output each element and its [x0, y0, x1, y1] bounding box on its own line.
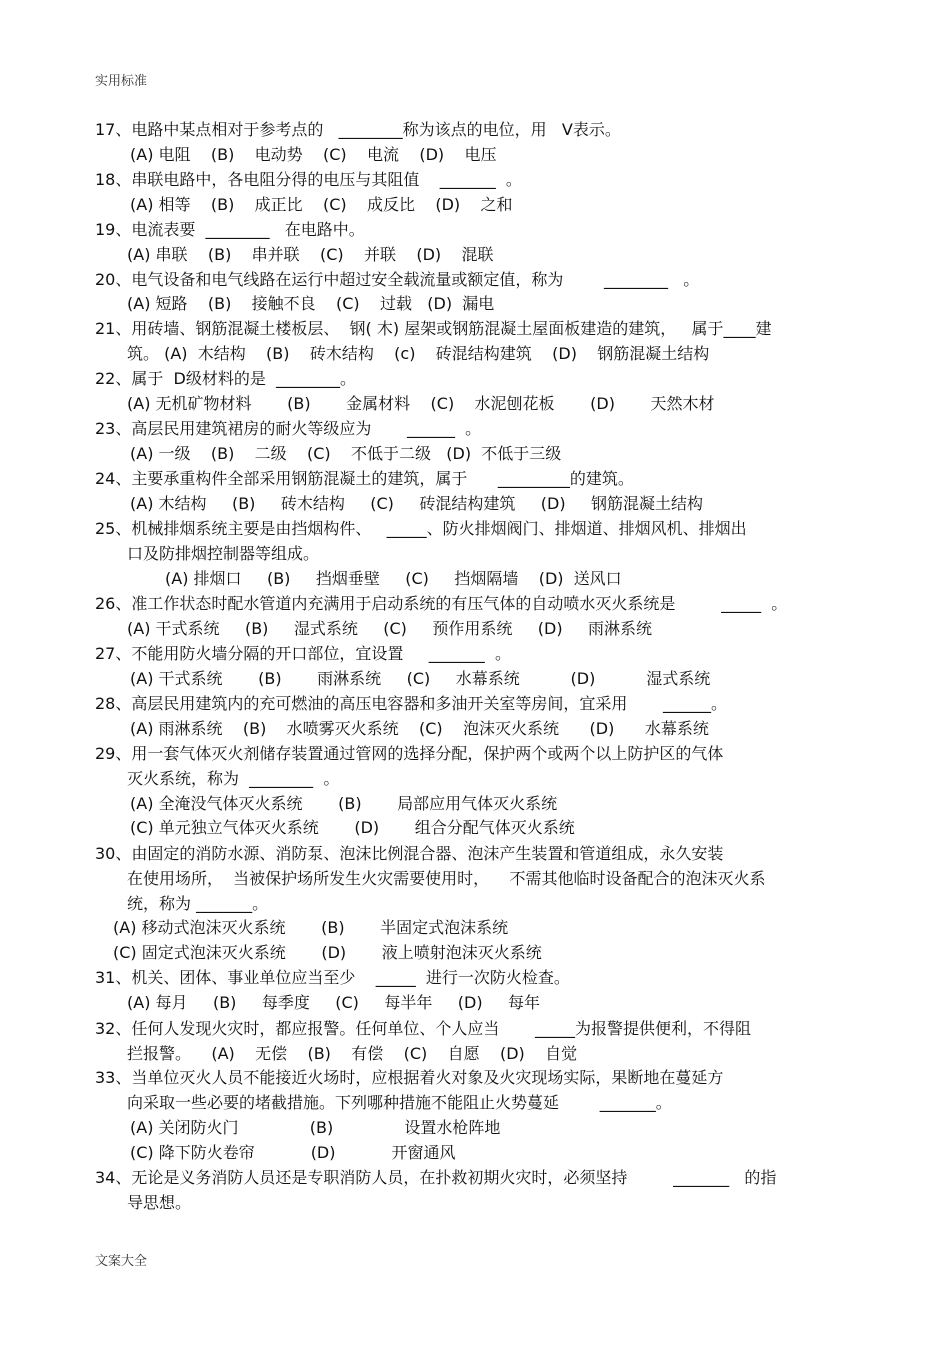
- options-24: (A) 木结构 (B) 砖木结构 (C) 砖混结构建筑 (D) 钢筋混凝土结构: [130, 494, 704, 513]
- options-18: (A) 相等 (B) 成正比 (C) 成反比 (D) 之和: [130, 195, 513, 214]
- page-header: 实用标准: [95, 74, 148, 89]
- options-27: (A) 干式系统 (B) 雨淋系统 (C) 水幕系统 (D) 湿式系统: [130, 669, 711, 688]
- question-31: 31、机关、团体、事业单位应当至少 _____ 进行一次防火检查。: [95, 968, 570, 987]
- options-29-cd: (C) 单元独立气体灭火系统 (D) 组合分配气体灭火系统: [130, 818, 575, 837]
- options-17: (A) 电阻 (B) 电动势 (C) 电流 (D) 电压: [130, 145, 497, 164]
- question-24: 24、主要承重构件全部采用钢筋混凝土的建筑，属于 _________的建筑。: [95, 469, 634, 488]
- page-footer: 文案大全: [95, 1254, 148, 1269]
- question-34-cont: 导思想。: [127, 1193, 192, 1212]
- question-32-cont: 拦报警。 (A) 无偿 (B) 有偿 (C) 自愿 (D) 自觉: [127, 1044, 578, 1063]
- options-25: (A) 排烟口 (B) 挡烟垂壁 (C) 挡烟隔墙 (D) 送风口: [165, 569, 622, 588]
- question-20: 20、电气设备和电气线路在运行中超过安全载流量或额定值，称为 ________ 。: [95, 270, 700, 289]
- question-32: 32、任何人发现火灾时，都应报警。任何单位、个人应当 _____为报警提供便利，不得阻: [95, 1019, 751, 1038]
- question-30: 30、由固定的消防水源、消防泵、泡沫比例混合器、泡沫产生装置和管道组成，永久安装: [95, 844, 724, 863]
- question-26: 26、准工作状态时配水管道内充满用于启动系统的有压气体的自动喷水灭火系统是 _____ 。: [95, 594, 788, 613]
- options-33-ab: (A) 关闭防火门 (B) 设置水枪阵地: [130, 1118, 501, 1137]
- question-28: 28、高层民用建筑内的充可燃油的高压电容器和多油开关室等房间，宜采用 ______。: [95, 694, 727, 713]
- options-31: (A) 每月 (B) 每季度 (C) 每半年 (D) 每年: [127, 993, 541, 1012]
- question-29: 29、用一套气体灭火剂储存装置通过管网的选择分配，保护两个或两个以上防护区的气体: [95, 744, 724, 763]
- question-33-cont: 向采取一些必要的堵截措施。下列哪种措施不能阻止火势蔓延 _______。: [127, 1093, 672, 1112]
- options-26: (A) 干式系统 (B) 湿式系统 (C) 预作用系统 (D) 雨淋系统: [127, 619, 653, 638]
- question-27: 27、不能用防火墙分隔的开口部位，宜设置 _______ 。: [95, 644, 511, 663]
- question-22: 22、属于 D级材料的是 ________。: [95, 369, 357, 388]
- question-18: 18、串联电路中，各电阻分得的电压与其阻值 _______ 。: [95, 170, 522, 189]
- question-34: 34、无论是义务消防人员还是专职消防人员，在扑救初期火灾时，必须坚持 _______ 的指: [95, 1168, 777, 1187]
- question-25-cont: 口及防排烟控制器等组成。: [127, 544, 320, 563]
- question-21-cont: 筑。 (A) 木结构 (B) 砖木结构 (c) 砖混结构建筑 (D) 钢筋混凝土结构: [127, 344, 710, 363]
- options-30-ab: (A) 移动式泡沫灭火系统 (B) 半固定式泡沫系统: [113, 918, 509, 937]
- question-23: 23、高层民用建筑裙房的耐火等级应为 ______ 。: [95, 419, 482, 438]
- question-17: 17、电路中某点相对于参考点的 ________称为该点的电位，用 V表示。: [95, 120, 621, 139]
- options-20: (A) 短路 (B) 接触不良 (C) 过载 (D) 漏电: [127, 294, 495, 313]
- options-23: (A) 一级 (B) 二级 (C) 不低于二级 (D) 不低于三级: [130, 444, 562, 463]
- question-19: 19、电流表要 ________ 在电路中。: [95, 220, 365, 239]
- options-29-ab: (A) 全淹没气体灭火系统 (B) 局部应用气体灭火系统: [130, 794, 558, 813]
- options-33-cd: (C) 降下防火卷帘 (D) 开窗通风: [130, 1143, 456, 1162]
- options-30-cd: (C) 固定式泡沫灭火系统 (D) 液上喷射泡沫灭火系统: [113, 943, 542, 962]
- options-19: (A) 串联 (B) 串并联 (C) 并联 (D) 混联: [127, 245, 494, 264]
- question-25: 25、机械排烟系统主要是由挡烟构件、 _____、防火排烟阀门、排烟道、排烟风机、排烟出: [95, 519, 747, 538]
- options-22: (A) 无机矿物材料 (B) 金属材料 (C) 水泥刨花板 (D) 天然木材: [127, 394, 715, 413]
- question-30-cont1: 在使用场所， 当被保护场所发生火灾需要使用时， 不需其他临时设备配合的泡沫灭火系: [127, 869, 766, 888]
- question-29-cont: 灭火系统，称为 ________ 。: [127, 769, 340, 788]
- question-33: 33、当单位灭火人员不能接近火场时，应根据着火对象及火灾现场实际，果断地在蔓延方: [95, 1068, 724, 1087]
- question-30-cont2: 统，称为 _______。: [127, 894, 269, 913]
- options-28: (A) 雨淋系统 (B) 水喷雾灭火系统 (C) 泡沫灭火系统 (D) 水幕系统: [130, 719, 709, 738]
- question-21: 21、用砖墙、钢筋混凝土楼板层、 钢( 木) 屋架或钢筋混凝土屋面板建造的建筑， 属于____建: [95, 319, 772, 338]
